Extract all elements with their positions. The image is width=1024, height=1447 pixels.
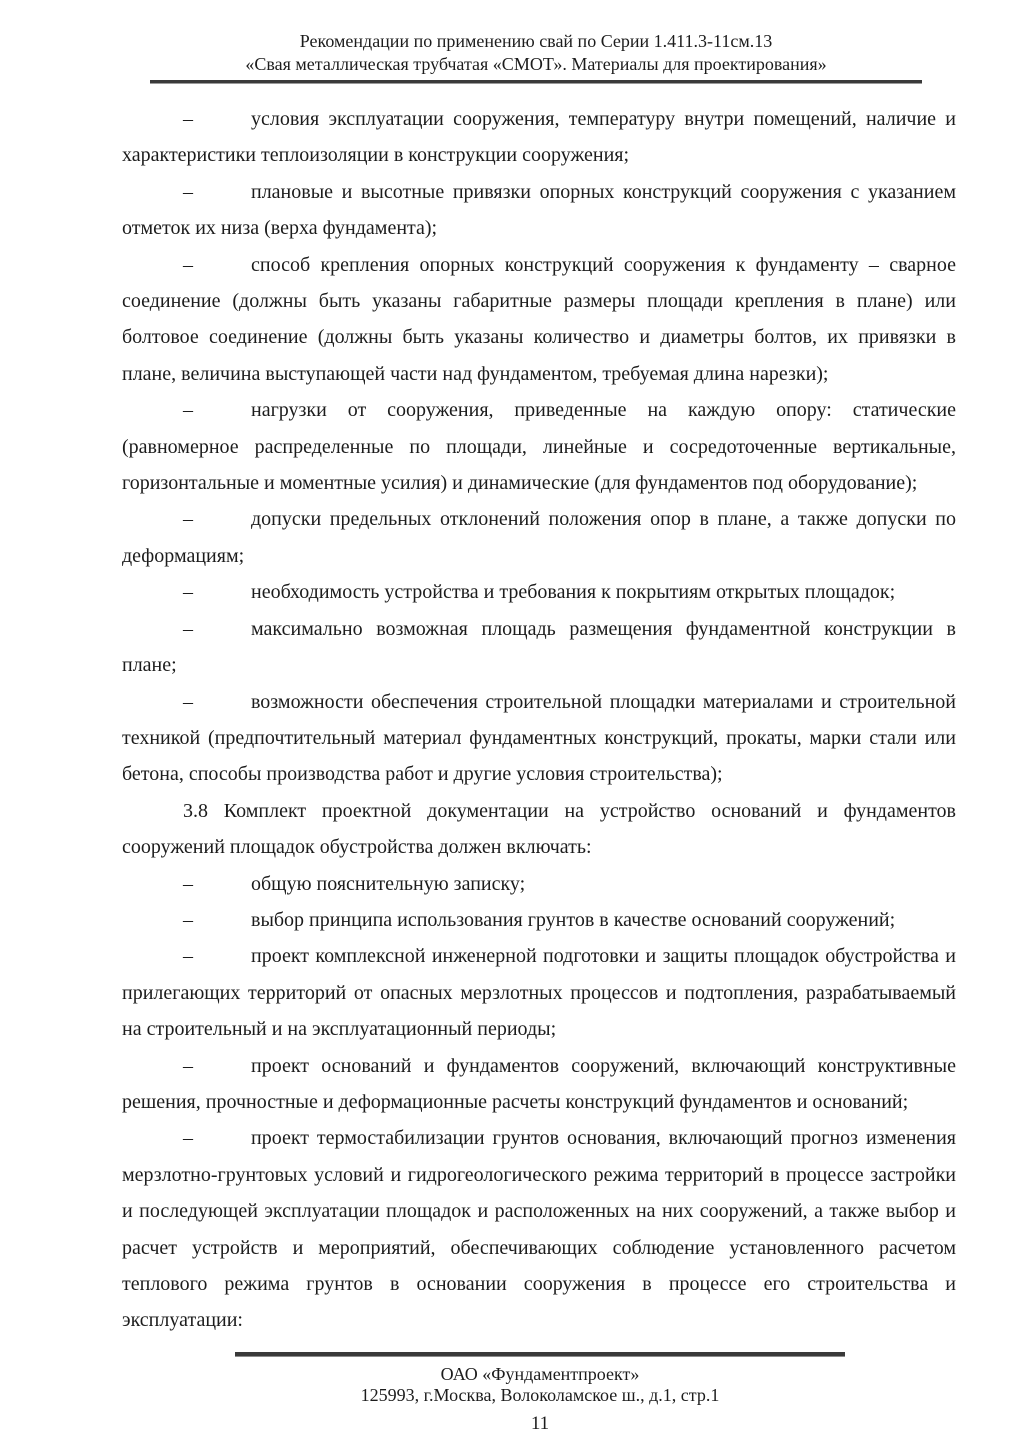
- list-dash: –: [183, 581, 193, 604]
- list-item-9: [122, 866, 956, 902]
- list-dash: –: [183, 253, 193, 276]
- list-dash: –: [183, 617, 193, 640]
- footer-address: 125993, г.Москва, Волоколамское ш., д.1, стр.1: [360, 1385, 720, 1405]
- list-item-6: [122, 574, 956, 610]
- header-title-line2: «Свая металлическая трубчатая «СМОТ». Материалы для проектирования»: [245, 54, 827, 74]
- list-item-text: общую пояснительную записку;: [251, 872, 526, 895]
- list-item-8: [122, 684, 956, 793]
- list-dash: –: [183, 945, 193, 968]
- list-dash: –: [183, 508, 193, 531]
- list-item-text: проект термостабилизации грунтов основания, включающий прогноз изменения мерзлотно-грунтовых условий и гидрогеологического режима территорий в процессе застройки и последующей эксплуатации площадок и расположенных на них сооружений, а также выбор и расчет устройств и мероприятий, обеспечивающих соблюдение установленного расчетом теплового режима грунтов в основании сооружения в процессе его строительства и эксплуатации:: [122, 1127, 956, 1332]
- header-rule: [150, 80, 922, 84]
- section-paragraph-3-8: [122, 793, 956, 866]
- list-item-4: [122, 392, 956, 501]
- page-header: [150, 30, 922, 84]
- list-dash: –: [183, 908, 193, 931]
- list-item-2: [122, 174, 956, 247]
- page-number: 11: [530, 1413, 550, 1434]
- list-item-3: [122, 247, 956, 393]
- list-item-text: возможности обеспечения строительной площадки материалами и строительной техникой (предпочтительный материал фундаментных конструкций, прокаты, марки стали или бетона, способы производства работ и другие условия строительства);: [122, 690, 956, 786]
- list-item-text: допуски предельных отклонений положения опор в плане, а также допуски по деформациям;: [122, 508, 956, 567]
- document-body: [122, 101, 956, 1339]
- header-title-line1: Рекомендации по применению свай по Серии 1.411.3-11см.13: [299, 31, 773, 51]
- list-item-text: выбор принципа использования грунтов в качестве оснований сооружений;: [251, 908, 896, 931]
- list-item-text: максимально возможная площадь размещения фундаментной конструкции в плане;: [122, 617, 956, 677]
- list-dash: –: [183, 872, 193, 895]
- list-item-5: [122, 501, 956, 574]
- section-paragraph-text: 3.8 Комплект проектной документации на устройство оснований и фундаментов сооружений площадок обустройства должен включать:: [122, 799, 956, 859]
- footer-organization: ОАО «Фундаментпроект»: [440, 1364, 640, 1384]
- list-item-7: [122, 611, 956, 684]
- list-dash: –: [183, 690, 193, 713]
- list-item-12: [122, 1048, 956, 1121]
- list-item-text: способ крепления опорных конструкций сооружения к фундаменту – сварное соединение (должны быть указаны габаритные размеры площади крепления в плане) или болтовое соединение (должны быть указаны количество и диаметры болтов, их привязки в плане, величина выступающей части над фундаментом, требуемая длина нарезки);: [122, 253, 956, 385]
- list-item-13: [122, 1120, 956, 1338]
- list-item-text: необходимость устройства и требования к покрытиям открытых площадок;: [251, 581, 896, 604]
- list-item-text: нагрузки от сооружения, приведенные на каждую опору: статические (равномерное распределенные по площади, линейные и сосредоточенные вертикальные, горизонтальные и моментные усилия) и динамические (для фундаментов под оборудование);: [122, 399, 956, 495]
- list-dash: –: [183, 1127, 193, 1150]
- list-item-text: условия эксплуатации сооружения, температуру внутри помещений, наличие и характеристики теплоизоляции в конструкции сооружения;: [122, 108, 956, 167]
- list-dash: –: [183, 1054, 193, 1077]
- list-item-11: [122, 938, 956, 1047]
- list-item-1: [122, 101, 956, 174]
- list-item-10: [122, 902, 956, 938]
- list-dash: –: [183, 108, 193, 130]
- list-item-text: плановые и высотные привязки опорных конструкций сооружения с указанием отметок их низа (верха фундамента);: [122, 180, 956, 240]
- list-dash: –: [183, 399, 193, 422]
- list-item-text: проект комплексной инженерной подготовки и защиты площадок обустройства и прилегающих территорий от опасных мерзлотных процессов и подтопления, разрабатываемый на строительный и на эксплуатационный периоды;: [122, 945, 956, 1041]
- list-item-text: проект оснований и фундаментов сооружений, включающий конструктивные решения, прочностные и деформационные расчеты конструкций фундаментов и оснований;: [122, 1054, 956, 1113]
- list-dash: –: [183, 180, 193, 203]
- footer-rule: [235, 1352, 845, 1357]
- page-footer: [235, 1352, 845, 1435]
